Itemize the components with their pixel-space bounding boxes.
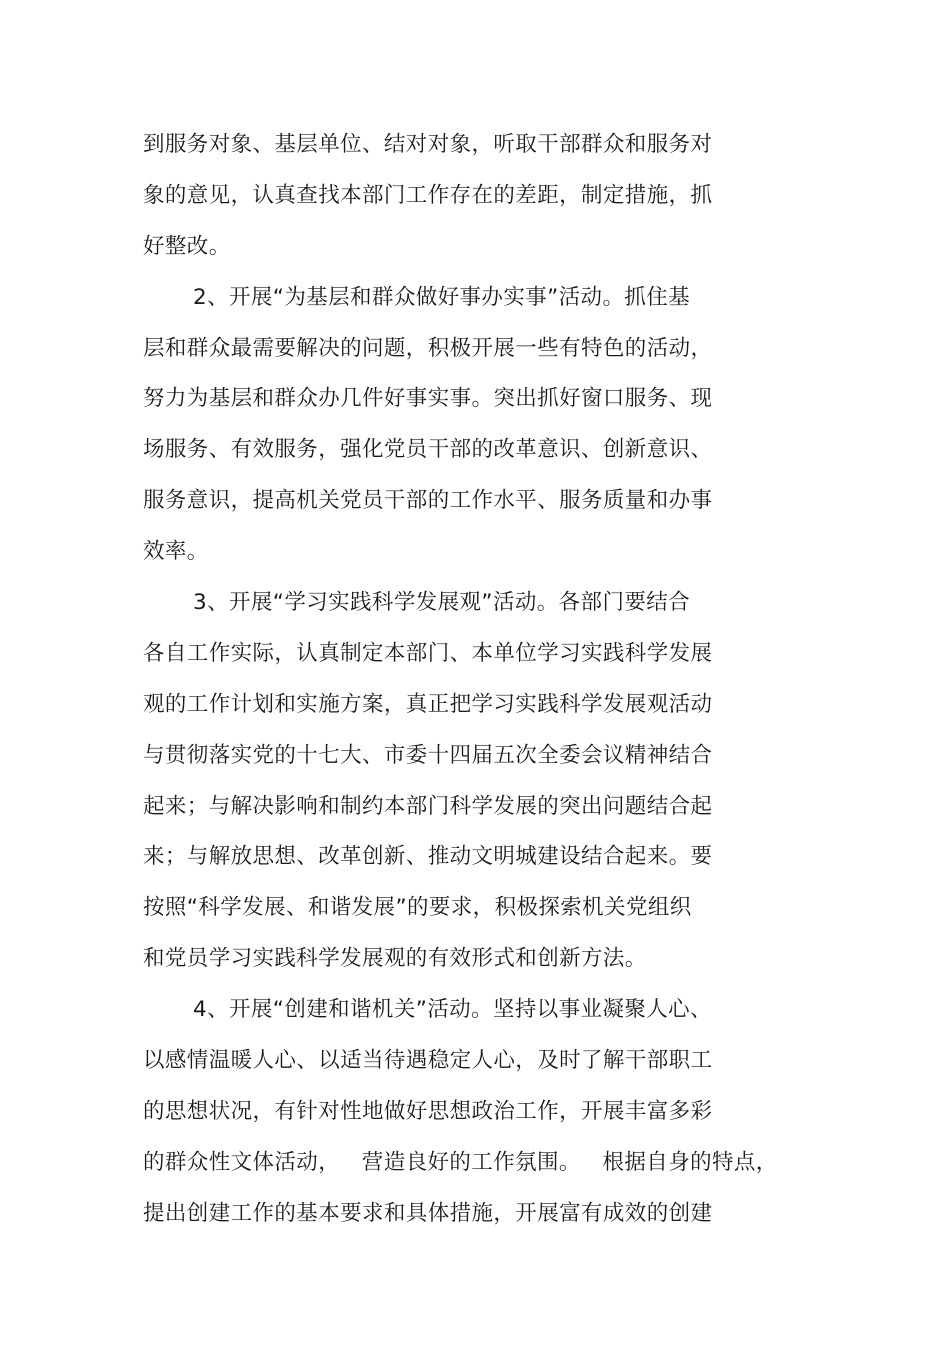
text-line: 提出创建工作的基本要求和具体措施，开展富有成效的创建	[143, 1200, 713, 1226]
text-line: 象的意见，认真查找本部门工作存在的差距，制定措施，抓	[143, 182, 713, 208]
paragraph-4-start: 4、开展“创建和谐机关”活动。坚持以事业凝聚人心、	[193, 997, 712, 1023]
text-line: 的群众性文体活动， 营造良好的工作氛围。 根据自身的特点，	[143, 1149, 778, 1175]
text-line: 到服务对象、基层单位、结对对象，听取干部群众和服务对	[143, 132, 713, 157]
text-line: 按照“科学发展、和谐发展”的要求，积极探索机关党组织	[143, 895, 692, 921]
text-line: 努力为基层和群众办几件好事实事。突出抓好窗口服务、现	[143, 386, 713, 412]
paragraph-2-start: 2、开展“为基层和群众做好事办实事”活动。抓住基	[193, 284, 691, 310]
text-line: 服务意识，提高机关党员干部的工作水平、服务质量和办事	[143, 488, 713, 514]
text-line: 和党员学习实践科学发展观的有效形式和创新方法。	[143, 946, 647, 972]
text-line: 与贯彻落实党的十七大、市委十四届五次全委会议精神结合	[143, 742, 713, 768]
text-line: 场服务、有效服务，强化党员干部的改革意识、创新意识、	[143, 437, 713, 463]
text-line: 起来；与解决影响和制约本部门科学发展的突出问题结合起	[143, 793, 713, 819]
text-line: 的思想状况，有针对性地做好思想政治工作，开展丰富多彩	[143, 1098, 713, 1124]
text-line: 来；与解放思想、改革创新、推动文明城建设结合起来。要	[143, 844, 713, 870]
text-line: 层和群众最需要解决的问题，积极开展一些有特色的活动，	[143, 335, 713, 361]
text-line: 观的工作计划和实施方案，真正把学习实践科学发展观活动	[143, 691, 713, 717]
text-line: 好整改。	[143, 233, 231, 259]
paragraph-3-start: 3、开展“学习实践科学发展观”活动。各部门要结合	[193, 590, 691, 616]
body-text	[143, 120, 803, 1240]
text-line: 各自工作实际，认真制定本部门、本单位学习实践科学发展	[143, 640, 713, 666]
text-line: 以感情温暖人心、以适当待遇稳定人心，及时了解干部职工	[143, 1048, 713, 1074]
text-line: 效率。	[143, 539, 209, 565]
